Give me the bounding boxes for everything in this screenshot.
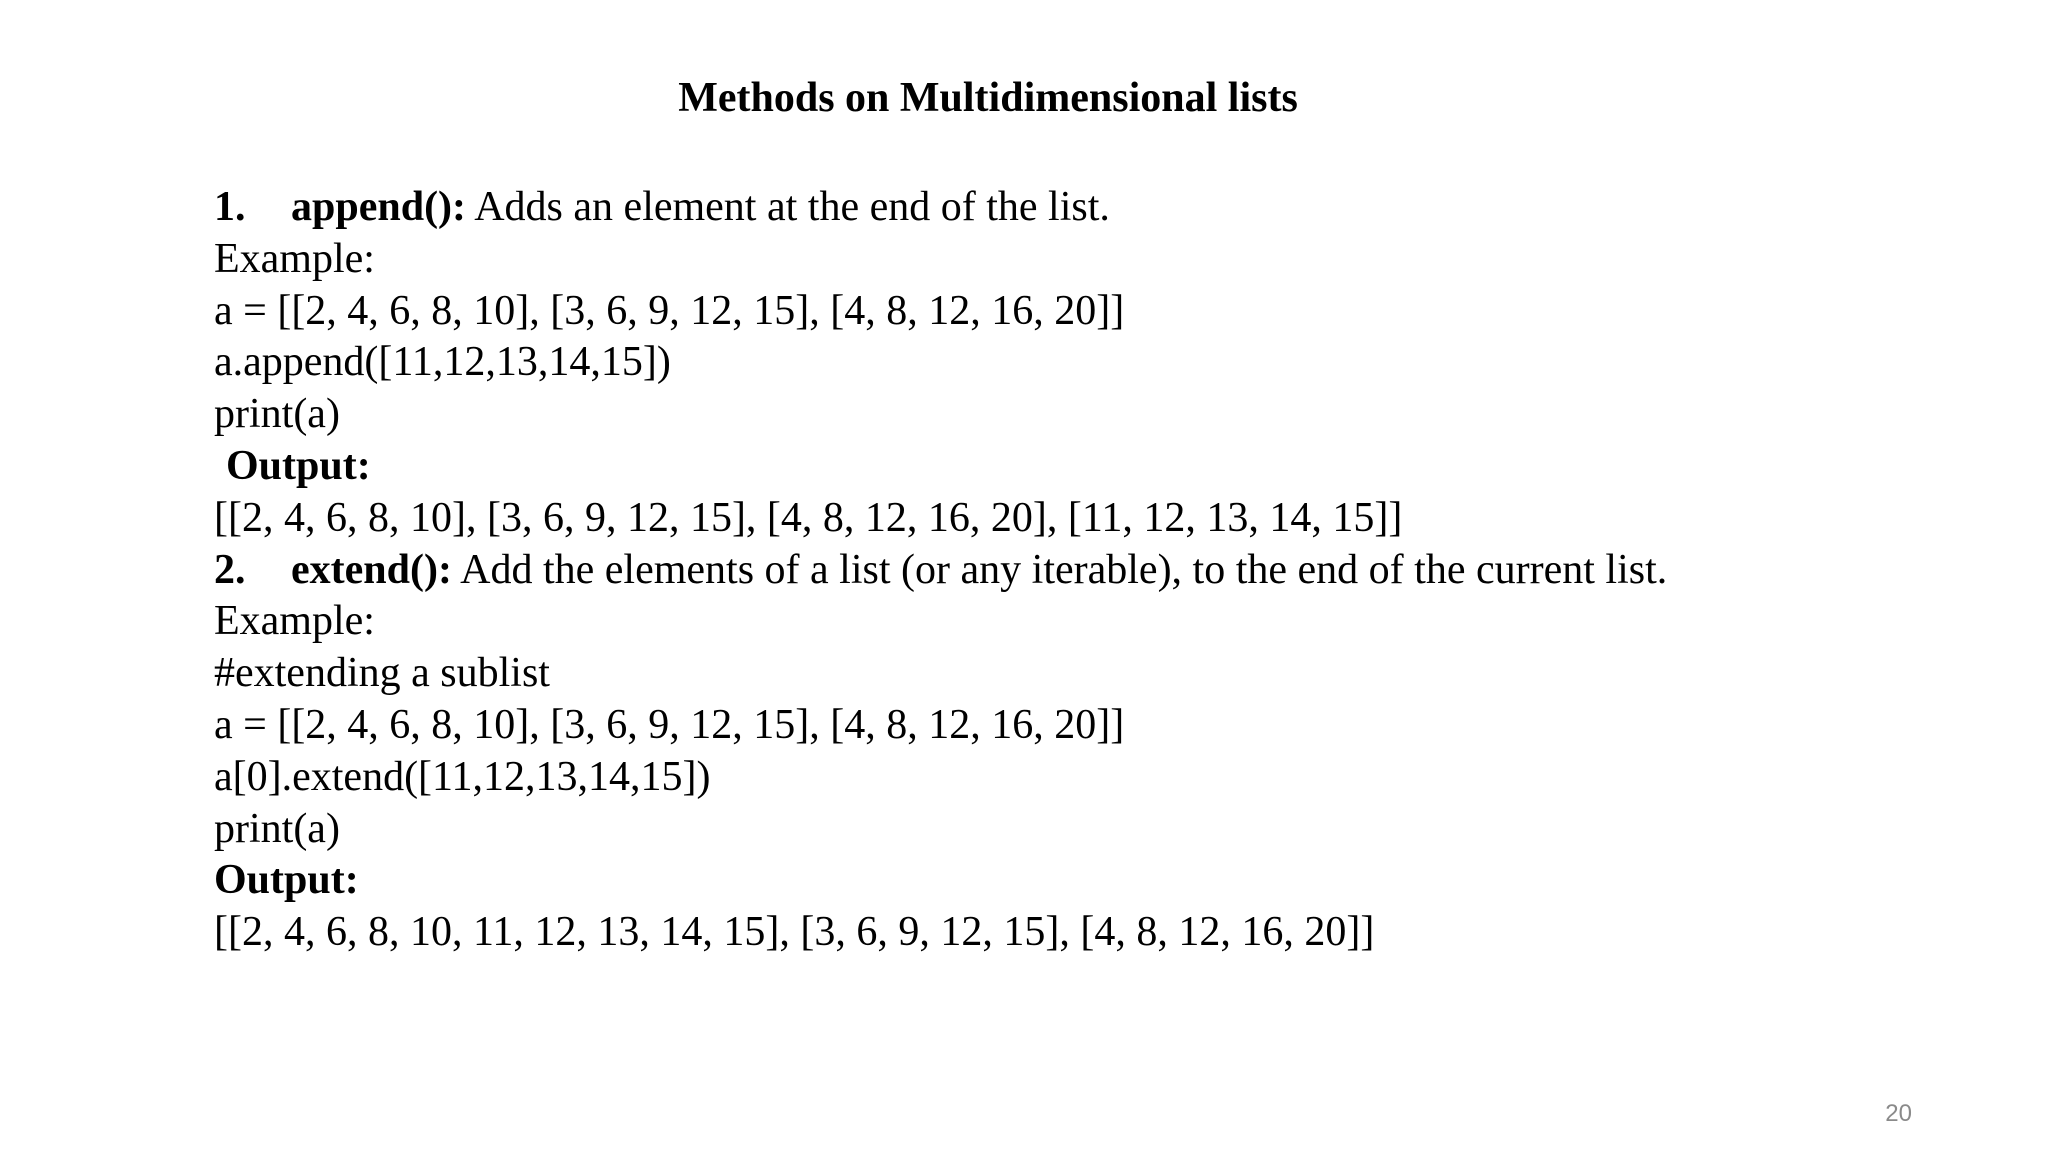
code-line: a = [[2, 4, 6, 8, 10], [3, 6, 9, 12, 15], [4, 8, 12, 16, 20]] [214, 701, 1125, 748]
code-line: a = [[2, 4, 6, 8, 10], [3, 6, 9, 12, 15], [4, 8, 12, 16, 20]] [214, 287, 1125, 334]
example-label: Example: [214, 235, 375, 282]
example-label: Example: [214, 598, 375, 645]
code-comment: #extending a sublist [214, 650, 550, 697]
output-label: Output: [214, 857, 359, 904]
code-line: a.append([11,12,13,14,15]) [214, 339, 671, 386]
section-heading-extend [214, 545, 2014, 597]
method-name-extend: extend(): [291, 546, 452, 593]
section-number: 1. [214, 184, 246, 230]
slide-title: Methods on Multidimensional lists [678, 75, 1298, 121]
code-line: a[0].extend([11,12,13,14,15]) [214, 753, 711, 800]
section-number: 2. [214, 546, 246, 593]
output-value: [[2, 4, 6, 8, 10, 11, 12, 13, 14, 15], [3, 6, 9, 12, 15], [4, 8, 12, 16, 20]] [214, 909, 1375, 956]
slide-content [214, 182, 2014, 959]
section-heading-append [214, 182, 2014, 234]
method-description: Adds an element at the end of the list. [466, 184, 1110, 230]
code-line: print(a) [214, 391, 340, 438]
method-name-append: append(): [291, 184, 467, 230]
method-description: Add the elements of a list (or any iterable), to the end of the current list. [451, 546, 1668, 593]
code-line: print(a) [214, 805, 340, 852]
output-value: [[2, 4, 6, 8, 10], [3, 6, 9, 12, 15], [4, 8, 12, 16, 20], [11, 12, 13, 14, 15]] [214, 494, 1403, 541]
output-label: Output: [226, 442, 371, 489]
page-number: 20 [1885, 1100, 1912, 1127]
